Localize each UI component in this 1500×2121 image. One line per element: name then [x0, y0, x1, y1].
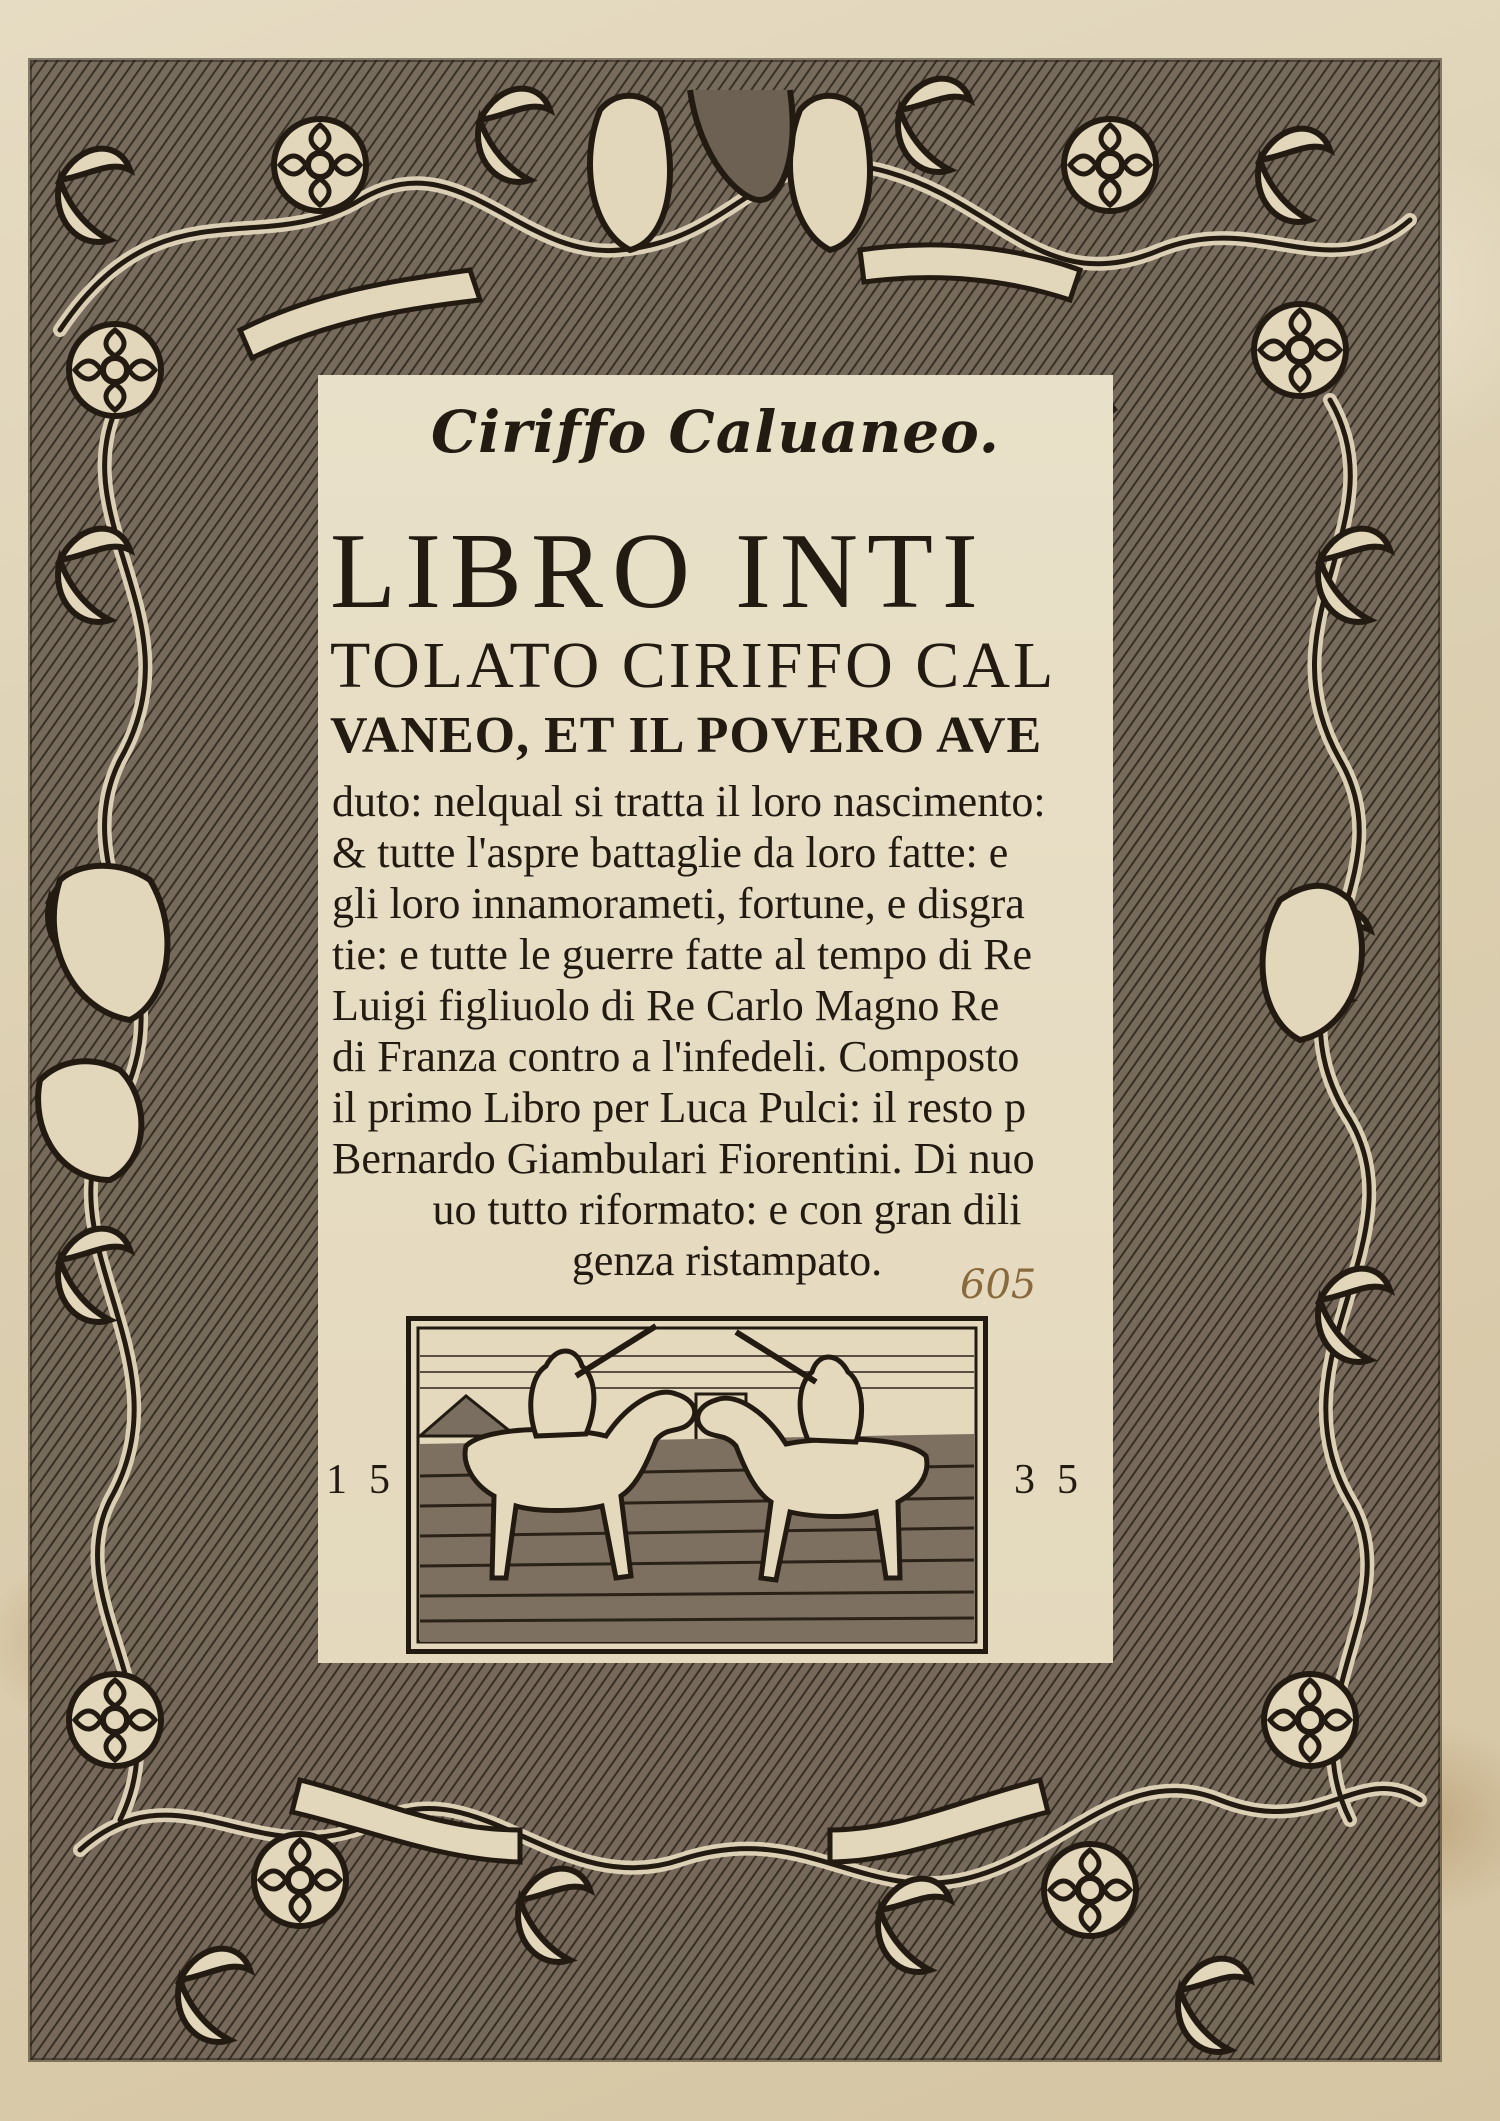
title-line-3: VANEO, ET IL POVERO AVE [330, 707, 1043, 764]
body-line: Luigi figliuolo di Re Carlo Magno Re [332, 981, 1000, 1030]
body-line: duto: nelqual si tratta il loro nascimento: [332, 777, 1046, 826]
year-left: 15 [326, 1457, 412, 1503]
title-line-2: TOLATO CIRIFFO CAL [330, 629, 1057, 702]
body-line: di Franza contro a l'infedeli. Composto [332, 1032, 1020, 1081]
body-line: & tutte l'aspre battaglie da loro fatte: e [332, 828, 1009, 877]
running-header: Ciriffo Caluaneo. [430, 398, 1001, 466]
two-knights-on-horseback-icon [406, 1316, 988, 1654]
body-line: tie: e tutte le guerre fatte al tempo di Re [332, 930, 1033, 979]
title-description [332, 776, 1122, 1286]
body-line: Bernardo Giambulari Fiorentini. Di nuo [332, 1134, 1035, 1183]
body-line: genza ristampato. [571, 1236, 883, 1285]
title-line-1: LIBRO INTI [330, 512, 987, 631]
year-right: 35 [1014, 1457, 1100, 1503]
body-line: uo tutto riformato: e con gran dili [432, 1185, 1022, 1234]
body-line: il primo Libro per Luca Pulci: il resto p [332, 1083, 1027, 1132]
body-line: gli loro innamorameti, fortune, e disgra [332, 879, 1025, 928]
handwritten-note: 605 [960, 1262, 1037, 1308]
